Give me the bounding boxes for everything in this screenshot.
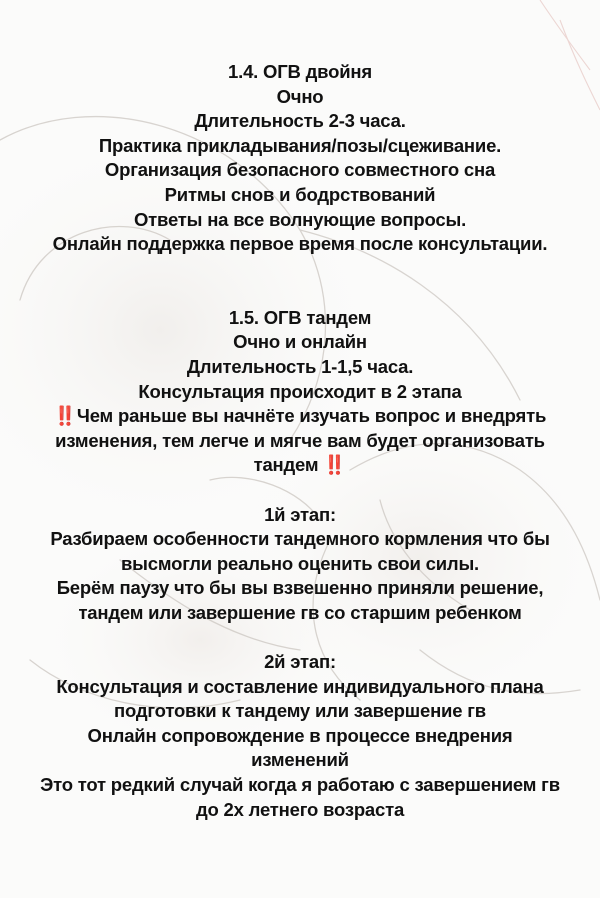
stage-1-line: Берём паузу что бы вы взвешенно приняли решение, bbox=[56, 577, 544, 599]
section-1-4-line: Практика прикладывания/позы/сцеживание. bbox=[98, 134, 502, 156]
section-1-4-title: 1.4. ОГВ двойня bbox=[228, 61, 372, 82]
stage-2-title: 2й этап: bbox=[264, 651, 336, 673]
warning-text: тандем bbox=[253, 454, 319, 476]
section-1-5-line: Очно и онлайн bbox=[233, 331, 367, 353]
section-1-5-title: 1.5. ОГВ тандем bbox=[228, 306, 372, 328]
stage-2-line: подготовки к тандему или завершение гв bbox=[114, 700, 486, 722]
stage-2-line: Онлайн сопровождение в процессе внедрения bbox=[87, 724, 513, 746]
section-1-5-line: Длительность 1-1,5 часа. bbox=[186, 355, 414, 377]
stage-2-line: изменений bbox=[251, 749, 349, 771]
stage-1-title: 1й этап: bbox=[264, 503, 336, 525]
stage-2-line: Это тот редкий случай когда я работаю с завершением гв bbox=[40, 774, 560, 796]
stage-1-line: Разбираем особенности тандемного кормления что бы bbox=[50, 528, 550, 550]
spacer bbox=[0, 478, 600, 503]
section-1-5-line: Консультация происходит в 2 этапа bbox=[138, 380, 462, 402]
stage-2-line: до 2х летнего возраста bbox=[195, 798, 405, 820]
stage-2-line: Консультация и составление индивидуального плана bbox=[56, 675, 544, 697]
warning-text: Чем раньше вы начнёте изучать вопрос и внедрять bbox=[76, 405, 547, 427]
spacer bbox=[0, 625, 600, 650]
section-1-4-line: Длительность 2-3 часа. bbox=[194, 110, 406, 132]
section-1-4-line: Очно bbox=[276, 85, 324, 107]
section-1-4-line: Ритмы снов и бодрствований bbox=[164, 183, 436, 205]
warning-line bbox=[0, 404, 600, 429]
stage-1-line: высмогли реально оценить свои силы. bbox=[121, 552, 479, 574]
section-1-4-line: Организация безопасного совместного сна bbox=[104, 159, 496, 181]
warning-line: изменения, тем легче и мягче вам будет организовать bbox=[55, 429, 545, 451]
double-exclamation-icon: ‼️ bbox=[323, 454, 344, 476]
spacer bbox=[0, 257, 600, 306]
double-exclamation-icon: ‼️ bbox=[53, 405, 74, 427]
section-1-4-line: Ответы на все волнующие вопросы. bbox=[133, 208, 467, 230]
stage-1-line: тандем или завершение гв со старшим ребенком bbox=[78, 601, 522, 623]
section-1-4-line: Онлайн поддержка первое время после консультации. bbox=[52, 233, 548, 255]
text-content bbox=[0, 60, 600, 822]
warning-line bbox=[0, 453, 600, 478]
